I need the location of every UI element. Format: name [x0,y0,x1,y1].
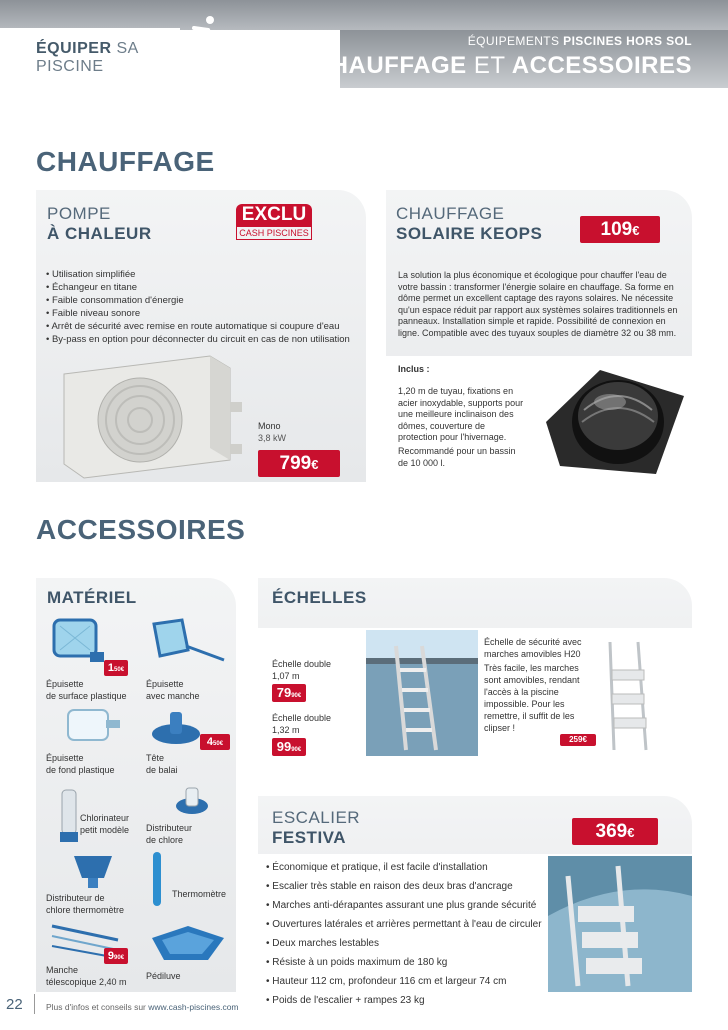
swimmer-logo-icon [180,10,228,74]
list-item: • Marches anti-dérapantes assurant une plus grande sécurité [266,896,566,915]
exclu-badge-top: EXCLU [236,204,312,226]
safety-ladder-image [604,636,652,756]
brush-head-icon [148,706,208,750]
secu-ladder-text: Très facile, les marches sont amovibles, rendant l'accès à la piscine impossible. Pour les remettre, il suffit de les clipser ! [484,663,580,733]
item-label [46,964,127,988]
list-item: • Arrêt de sécurité avec remise en route automatique si coupure d'eau [46,320,356,333]
list-item: • Escalier très stable en raison des deux bras d'ancrage [266,877,566,896]
item-label [146,822,192,846]
item-label: Pédiluve [146,971,181,981]
pompe-price [258,450,340,477]
escalier-price-currency: € [627,825,635,840]
exclu-badge [236,204,312,244]
price-currency: € [219,741,224,747]
skimmer-bottom-icon [64,706,124,746]
section-title-chauffage: CHAUFFAGE [36,146,215,177]
ladder2-price [272,738,306,756]
pool-ladder-image [366,630,478,756]
pompe-feature-list [46,268,356,346]
header-category-light: ÉQUIPEMENTS [467,34,560,48]
ladder1-label: Échelle double [272,659,332,669]
list-item: • Résiste à un poids maximum de 180 kg [266,953,566,972]
footer-text-label: Plus d'infos et conseils sur [46,1002,146,1012]
footbath-icon [148,920,228,964]
solaire-inclus-text: 1,20 m de tuyau, fixations en acier inoxydable, supports pour une meilleure inclinaison des dômes, couverture de protection pour l'hivernage. [398,386,524,442]
pompe-price-currency: € [311,457,319,472]
solaire-description: La solution la plus économique et écologique pour chauffer l'eau de votre bassin : transformer l'énergie solaire en chauffage. Sa forme en dôme permet un excellent captage des rayons solaires. Ne nécessite qu'un espace réduit par rapport aux systèmes solaires traditionnels en panneaux. Installation simple et rapide. Possibilité de connexion en ligne. Compatible avec des tuyaux souples de diamètre 32 ou 38 mm. [398,270,678,338]
price-currency: € [120,667,125,673]
solaire-price-currency: € [632,223,640,238]
header-category [468,34,692,48]
item-label-line1: Épuisette [46,679,84,689]
chlorine-dispenser-icon [172,780,212,820]
page-title-part1: CHAUFFAGE [312,52,467,79]
section-label-light: SA PISCINE [36,40,138,75]
price-int: 99 [276,739,292,754]
list-item: • Faible niveau sonore [46,307,356,320]
pompe-spec-mono: Mono [258,421,281,431]
list-item: • Économique et pratique, il est facile d'installation [266,858,566,877]
materiel-title: MATÉRIEL [47,588,137,607]
price-int: 9 [107,950,115,962]
item-label [146,752,178,776]
pompe-price-value: 799 [279,453,312,474]
item-label-line1: Tête [146,753,165,763]
list-item: • Faible consommation d'énergie [46,294,356,307]
price-currency: € [297,747,302,753]
price-int: 79 [276,685,292,700]
list-item: • Échangeur en titane [46,281,356,294]
chlorinator-icon [58,786,80,846]
pompe-spec-power: 3,8 kW [258,433,287,443]
pool-steps-image [548,856,692,992]
price-badge-1 [104,660,128,676]
solaire-inclus-label: Inclus : [398,364,430,374]
item-label-line2: de fond plastique [46,765,115,775]
item-label-line2: avec manche [146,691,200,701]
page-title-part3: ACCESSOIRES [511,52,692,79]
item-label-line1: Distributeur [146,823,193,833]
item-label-line1: Épuisette [46,753,84,763]
escalier-price [572,818,658,845]
price-currency: € [297,693,302,699]
list-item: • Hauteur 112 cm, profondeur 116 cm et largeur 74 cm [266,972,566,991]
escalier-feature-list [266,858,566,1010]
item-label-line2: de balai [146,765,178,775]
escalier-title-line1: ESCALIER [272,808,361,827]
solaire-recommande: Recommandé pour un bassin de 10 000 l. [398,446,516,468]
item-label-line1: Chlorinateur [80,813,130,823]
price-badge-9 [104,948,128,964]
ladder2-label: Échelle double [272,713,332,723]
footer-divider [34,994,35,1014]
secu-ladder-title: Échelle de sécurité avec marches amovibles H20 [484,637,582,659]
item-label-line1: Manche [46,965,79,975]
pompe-title-line2: À CHALEUR [47,224,152,243]
ladder2-size: 1,32 m [272,725,300,735]
item-label-line2: de surface plastique [46,691,127,701]
ladder1-price [272,684,306,702]
solaire-price-value: 109 [600,219,633,240]
list-item: • Ouvertures latérales et arrières permettant à l'eau de circuler [266,915,566,934]
item-label-line2: chlore thermomètre [46,905,125,915]
list-item: • Poids de l'escalier + rampes 23 kg [266,991,566,1010]
solaire-title-line2: SOLAIRE KEOPS [396,224,543,243]
price-cents: 90 [291,693,298,699]
item-label [46,752,115,776]
header-category-bold: PISCINES HORS SOL [563,34,692,48]
escalier-title-line2: FESTIVA [272,828,347,847]
solar-dome-image [540,362,690,480]
item-label-line2: télescopique 2,40 m [46,977,127,987]
item-label [46,892,124,916]
thermometer-icon [150,850,164,908]
exclu-badge-bottom: CASH PISCINES [236,226,312,240]
price-int: 4 [206,736,214,748]
list-item: • Utilisation simplifiée [46,268,356,281]
item-label-line1: Épuisette [146,679,184,689]
price-int: 1 [107,662,115,674]
list-item: • By-pass en option pour déconnecter du circuit en cas de non utilisation [46,333,356,346]
price-cents: 50 [213,741,220,747]
item-label [46,678,127,702]
ladder1-size: 1,07 m [272,671,300,681]
page-title [313,52,692,80]
pompe-title-line1: POMPE [47,204,111,223]
page-number: 22 [6,996,23,1013]
price-cents: 90 [291,747,298,753]
item-label: Thermomètre [172,889,227,899]
list-item: • Deux marches lestables [266,934,566,953]
skimmer-handle-icon [148,616,228,676]
heat-pump-image [60,352,245,482]
secu-ladder-price: 259€ [560,734,596,746]
header-band [0,0,728,30]
item-label-line2: petit modèle [80,825,130,835]
price-cents: 50 [114,667,121,673]
item-label [80,812,129,836]
footer-url-link[interactable]: www.cash-piscines.com [148,1002,239,1012]
solaire-title-line1: CHAUFFAGE [396,204,505,223]
price-currency: € [120,955,125,961]
solaire-price [580,216,660,243]
item-label [146,678,200,702]
section-label-bold: ÉQUIPER [36,40,112,57]
section-title-accessoires: ACCESSOIRES [36,514,246,545]
price-cents: 90 [114,955,121,961]
chlorine-thermo-icon [70,850,116,890]
section-label [0,28,180,75]
footer-text [46,1002,239,1012]
echelles-title: ÉCHELLES [272,588,367,607]
price-badge-4 [200,734,230,750]
item-label-line2: de chlore [146,835,184,845]
page-title-part2: ET [473,52,506,79]
escalier-price-value: 369 [595,821,628,842]
item-label-line1: Distributeur de [46,893,105,903]
